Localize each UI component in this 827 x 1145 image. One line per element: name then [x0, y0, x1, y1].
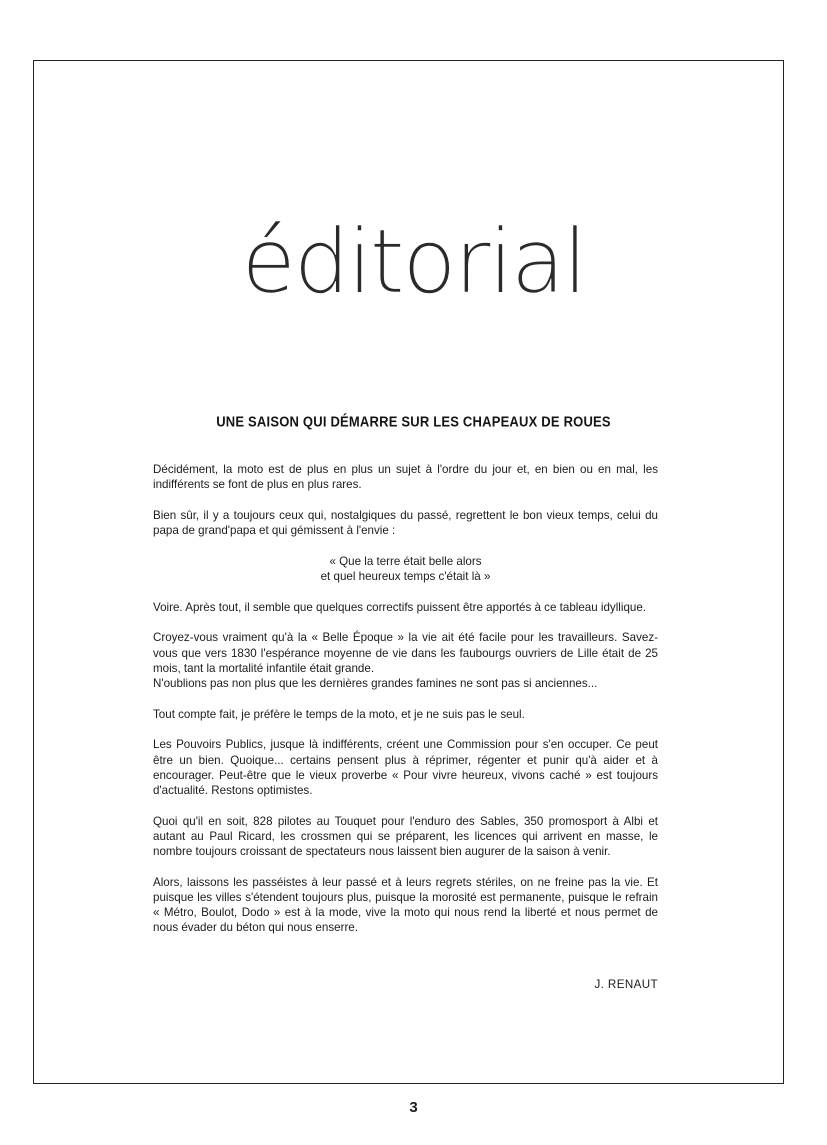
editorial-masthead: éditorial: [241, 210, 586, 313]
quote-line-2: et quel heureux temps c'était là »: [320, 570, 491, 584]
article-body: [153, 462, 658, 951]
paragraph-8: Quoi qu'il en soit, 828 pilotes au Touquet pour l'enduro des Sables, 350 promosport à Albi et autant au Paul Ricard, les crossmen qui se préparent, les licences qui arrivent en masse, le nombre toujours croissant de spectateurs nous laissent bien augurer de la saison à venir.: [153, 814, 658, 859]
paragraph-5: N'oublions pas non plus que les dernières grandes famines ne sont pas si anciennes...: [153, 677, 598, 691]
paragraph-2: Bien sûr, il y a toujours ceux qui, nostalgiques du passé, regrettent le bon vieux temps, celui du papa de grand'papa et qui gémissent à l'envie :: [153, 508, 658, 538]
author-signature: J. RENAUT: [594, 978, 658, 991]
paragraph-7: Les Pouvoirs Publics, jusque là indifférents, créent une Commission pour s'en occuper. Ce peut être un bien. Quoique... certains pensent plus à réprimer, régenter et punir qu'à aider et à encourager. Peut-être que le vieux proverbe « Pour vivre heureux, vivons caché » est toujours d'actualité. Restons optimistes.: [153, 738, 658, 798]
paragraph-3: Voire. Après tout, il semble que quelques correctifs puissent être apportés à ce tableau idyllique.: [153, 600, 647, 614]
paragraph-4: Croyez-vous vraiment qu'à la « Belle Époque » la vie ait été facile pour les travailleurs. Savez-vous que vers 1830 l'espérance moyenne de vie dans les faubourgs ouvriers de Lille était de 25 mois, tant la mortalité infantile était grande.: [153, 631, 658, 675]
paragraph-1: Décidément, la moto est de plus en plus un sujet à l'ordre du jour et, en bien ou en mal, les indifférents se font de plus en plus rares.: [153, 463, 658, 492]
article-headline: UNE SAISON QUI DÉMARRE SUR LES CHAPEAUX DE ROUES: [216, 413, 611, 430]
page-number: 3: [409, 1099, 418, 1116]
quotation: [153, 554, 658, 584]
paragraph-6: Tout compte fait, je préfère le temps de la moto, et je ne suis pas le seul.: [153, 707, 525, 721]
paragraph-9: Alors, laissons les passéistes à leur passé et à leurs regrets stériles, on ne freine pas la vie. Et puisque les villes s'étendent toujours plus, puisque la morosité est permanente, puisque le refrain « Métro, Boulot, Dodo » est à la mode, vive la moto qui nous rend la liberté et nous permet de nous évader du béton qui nous enserre.: [153, 875, 658, 935]
quote-line-1: « Que la terre était belle alors: [329, 554, 482, 568]
